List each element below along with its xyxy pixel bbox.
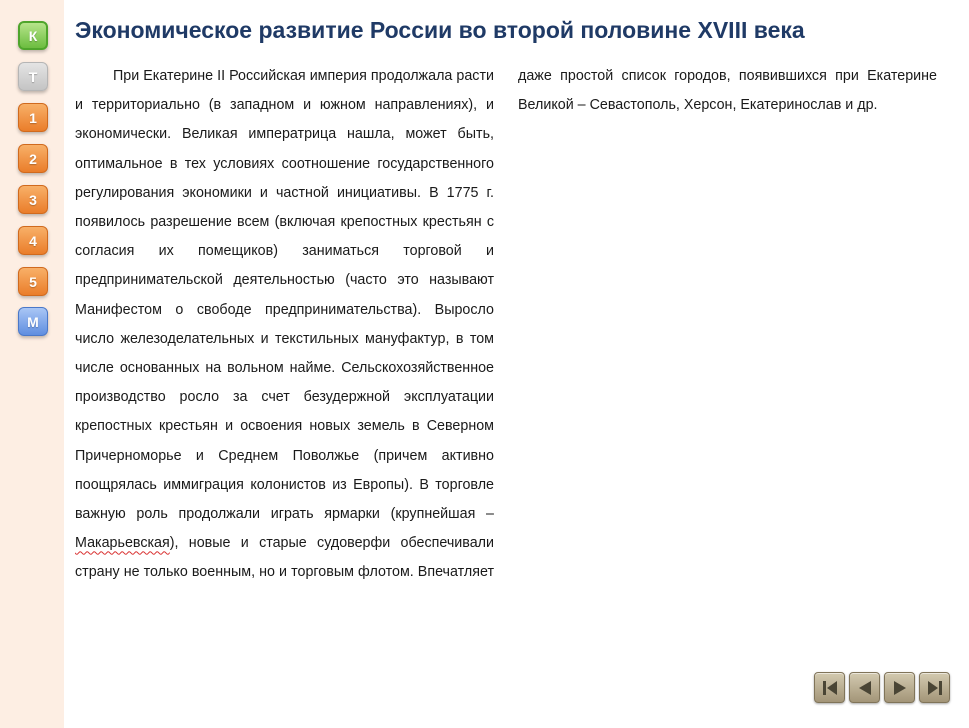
next-arrow-icon <box>890 679 910 697</box>
spellcheck-marked-word: Макарьевская <box>75 535 170 552</box>
nav-button-k[interactable]: К <box>18 21 48 50</box>
first-page-button[interactable] <box>814 672 845 703</box>
nav-button-3[interactable]: 3 <box>18 185 48 214</box>
skip-end-icon <box>925 679 945 697</box>
sidebar <box>0 0 64 728</box>
last-page-button[interactable] <box>919 672 950 703</box>
nav-button-4[interactable]: 4 <box>18 226 48 255</box>
page-title: Экономическое развитие России во второй половине XVIII века <box>75 17 805 43</box>
prev-page-button[interactable] <box>849 672 880 703</box>
next-page-button[interactable] <box>884 672 915 703</box>
prev-arrow-icon <box>855 679 875 697</box>
nav-button-5[interactable]: 5 <box>18 267 48 296</box>
paragraph-text-end: ), новые и старые судоверфи обеспечивали страну не только военным, но и торговым флотом. Впечатляет даже простой список городов, появившихся при Екатерине Великой – Севастополь, Херсон, Екатеринослав и др. <box>75 68 937 581</box>
article-text <box>75 62 937 588</box>
nav-button-2[interactable]: 2 <box>18 144 48 173</box>
article-paragraph <box>75 62 937 588</box>
nav-button-1[interactable]: 1 <box>18 103 48 132</box>
skip-start-icon <box>820 679 840 697</box>
nav-button-m[interactable]: М <box>18 307 48 336</box>
nav-button-t[interactable]: Т <box>18 62 48 91</box>
paragraph-text-start: При Екатерине II Российская империя продолжала расти и территориально (в западном и южном направлениях), и экономически. Великая императрица нашла, может быть, оптимальное в тех условиях соотношение государственного регулирования экономики и частной инициативы. В 1775 г. появилось разрешение всем (включая крепостных крестьян с согласия их помещиков) заниматься торговой и предпринимательской деятельностью (часто это называют Манифестом о свободе предпринимательства). Выросло число железоделательных и текстильных мануфактур, в том числе основанных на вольном найме. Сельскохозяйственное производство росло за счет безудержной эксплуатации крепостных крестьян и освоения новых земель в Северном Причерноморье и Среднем Поволжье (причем активно поощрялась иммиграция колонистов из Европы). В торговле важную роль продолжали играть ярмарки (крупнейшая – <box>75 68 494 523</box>
